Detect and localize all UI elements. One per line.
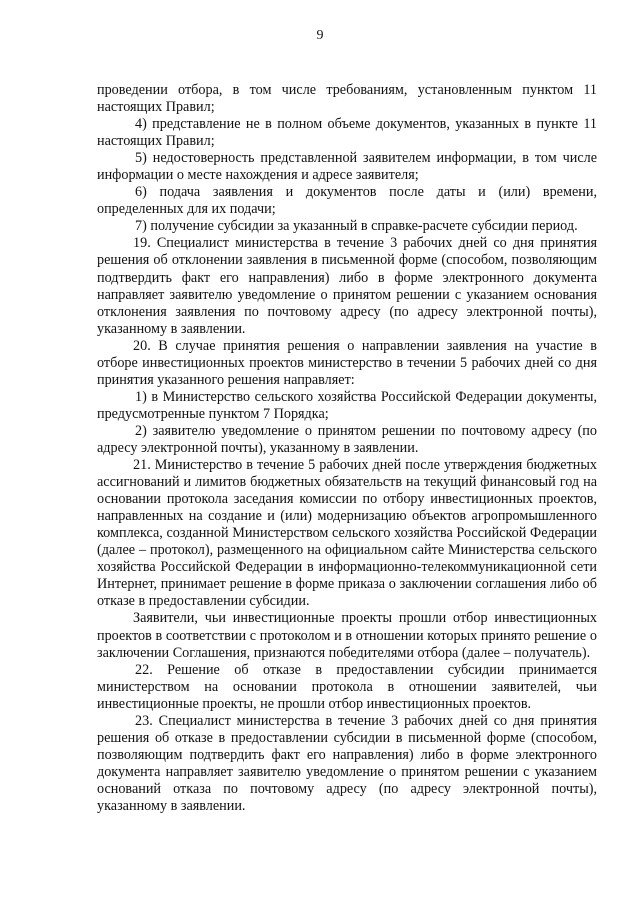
paragraph-winners: Заявители, чьи инвестиционные проекты прошли отбор инвестиционных проектов в соответствии с протоколом и в отношении которых принято решение о заключении Соглашения, признаются победителями отбора (далее – получатель).	[97, 610, 597, 661]
paragraph-22: 22. Решение об отказе в предоставлении субсидии принимается министерством на основании протокола в отношении заявителей, чьи инвестиционные проекты, не прошли отбор инвестиционных проектов.	[97, 661, 597, 712]
paragraph-20-item-2: 2) заявителю уведомление о принятом решении по почтовому адресу (по адресу электронной почты), указанному в заявлении.	[97, 422, 597, 456]
paragraph-20: 20. В случае принятия решения о направлении заявления на участие в отборе инвестиционных проектов министерство в течении 5 рабочих дней со дня принятия указанного решения направляет:	[97, 337, 597, 388]
paragraph-23: 23. Специалист министерства в течение 3 рабочих дней со дня принятия решения об отказе в предоставлении субсидии в письменной форме (способом, позволяющим подтвердить факт его направления) либо в форме электронного документа направляет заявителю уведомление о принятом решении с указанием оснований отказа по почтовому адресу (по адресу электронной почты), указанному в заявлении.	[97, 712, 597, 814]
paragraph-item-6: 6) подача заявления и документов после даты и (или) времени, определенных для их подачи;	[97, 184, 597, 218]
paragraph-continuation: проведении отбора, в том числе требованиям, установленным пунктом 11 настоящих Правил;	[97, 82, 597, 116]
page-number: 9	[316, 28, 324, 43]
page-body	[97, 82, 597, 815]
paragraph-item-7: 7) получение субсидии за указанный в справке-расчете субсидии период.	[135, 218, 578, 235]
paragraph-item-4: 4) представление не в полном объеме документов, указанных в пункте 11 настоящих Правил;	[97, 116, 597, 150]
paragraph-19: 19. Специалист министерства в течение 3 рабочих дней со дня принятия решения об отклонении заявления в письменной форме (способом, позволяющим подтвердить факт его направления) либо в форме электронного документа направляет заявителю уведомление о принятом решении с указанием основания отклонения заявления по почтовому адресу (по адресу электронной почты), указанному в заявлении.	[97, 235, 597, 337]
paragraph-21: 21. Министерство в течение 5 рабочих дней после утверждения бюджетных ассигнований и лимитов бюджетных обязательств на текущий финансовый год на основании протокола заседания комиссии по отбору инвестиционных проектов, направленных на создание и (или) модернизацию объектов агропромышленного комплекса, созданной Министерством сельского хозяйства Российской Федерации (далее – протокол), размещенного на официальном сайте Министерства сельского хозяйства Российской Федерации в информационно-телекоммуникационной сети Интернет, принимает решение в форме приказа о заключении соглашения либо об отказе в предоставлении субсидии.	[97, 457, 597, 610]
paragraph-20-item-1: 1) в Министерство сельского хозяйства Российской Федерации документы, предусмотренные пунктом 7 Порядка;	[97, 388, 597, 422]
paragraph-item-5: 5) недостоверность представленной заявителем информации, в том числе информации о месте нахождения и адресе заявителя;	[97, 150, 597, 184]
